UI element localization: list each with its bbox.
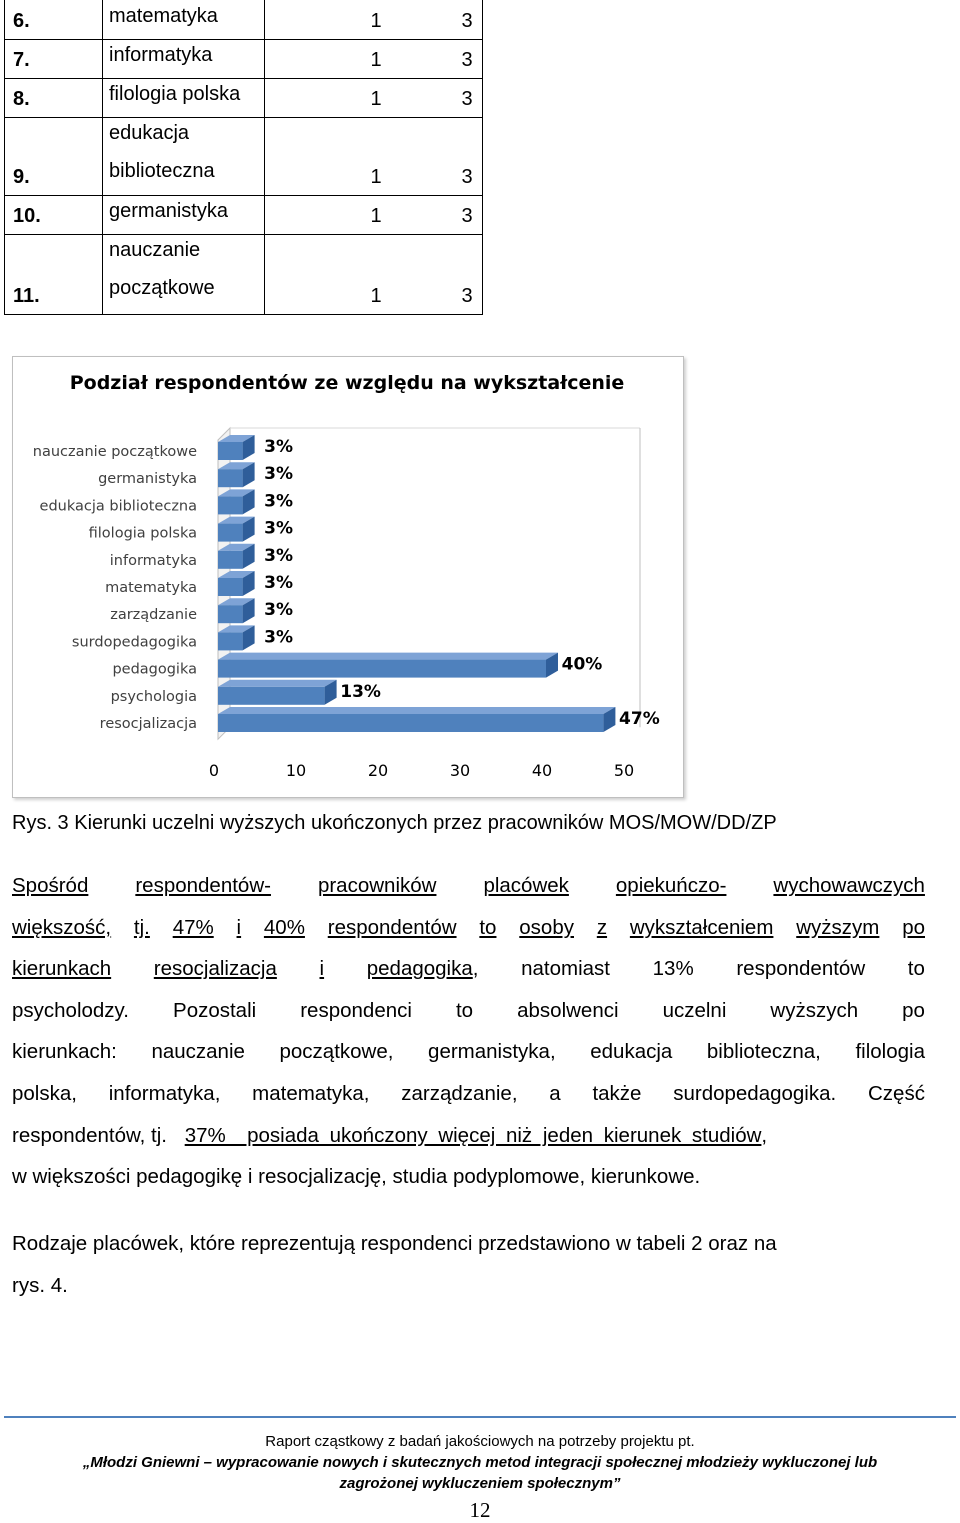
paragraph-word: Spośród <box>12 874 89 897</box>
category-label: pedagogika <box>112 661 197 678</box>
paragraph-word: tj. <box>133 916 150 939</box>
table-row-divider <box>5 78 482 79</box>
table-cell-value: 1 <box>370 205 382 227</box>
paragraph-word: uczelni <box>662 999 727 1022</box>
table-cell-number: 11. <box>13 285 40 307</box>
table-cell-course: filologia polska <box>109 83 241 105</box>
paragraph-word: pracowników <box>317 874 437 897</box>
paragraph-word: osoby <box>519 916 574 939</box>
bar <box>218 496 243 514</box>
table-cell-value: 3 <box>461 166 473 188</box>
paragraph-word: psycholodzy. <box>12 999 129 1022</box>
paragraph-word: resocjalizacja <box>153 957 277 980</box>
table-column-divider <box>102 0 103 314</box>
data-label: 13% <box>340 681 381 702</box>
paragraph2-text: Rodzaje placówek, które reprezentują respondenci przedstawiono w tabeli 2 oraz na <box>12 1232 777 1255</box>
paragraph-word: respondentów <box>736 957 866 980</box>
paragraph-word: informatyka, <box>108 1082 221 1105</box>
paragraph-word: surdopedagogika. <box>673 1082 837 1105</box>
paragraph-word: polska, <box>12 1082 77 1105</box>
paragraph-word: absolwenci <box>517 999 619 1022</box>
data-label: 3% <box>264 627 294 648</box>
bar <box>218 660 546 678</box>
category-label: nauczanie początkowe <box>32 444 197 460</box>
category-label: psychologia <box>110 688 197 705</box>
paragraph-word: matematyka, <box>252 1082 370 1105</box>
table-cell-value: 3 <box>461 205 473 227</box>
paragraph-word: to <box>479 916 497 939</box>
bar-top-face <box>218 653 558 660</box>
page-number: 12 <box>469 1498 491 1522</box>
x-tick-label: 40 <box>531 761 553 780</box>
bar-top-face <box>218 680 337 687</box>
paragraph-line <box>12 916 925 940</box>
bar-top-face <box>218 707 615 714</box>
paragraph-word: placówek <box>483 874 569 897</box>
table-cell-value: 1 <box>370 166 382 188</box>
category-label: germanistyka <box>98 471 197 488</box>
table-cell-course: informatyka <box>109 44 213 66</box>
data-label: 40% <box>561 654 603 675</box>
category-label: filologia polska <box>88 525 197 542</box>
footer-report-title: Raport cząstkowy z badań jakościowych na potrzeby projektu pt. <box>265 1433 695 1450</box>
x-tick-label: 10 <box>285 761 307 780</box>
table-row-divider <box>5 39 482 40</box>
paragraph-word: i <box>236 916 242 939</box>
bar <box>218 632 243 650</box>
category-label: informatyka <box>109 552 197 569</box>
table-cell-value: 3 <box>461 10 473 32</box>
paragraph-word: natomiast <box>521 957 610 980</box>
table-cell-value: 3 <box>461 285 473 307</box>
paragraph-word: 40% <box>263 916 305 939</box>
table-cell-value: 3 <box>461 88 473 110</box>
paragraph-word: respondentów- <box>135 874 271 897</box>
category-label: zarządzanie <box>110 607 197 624</box>
bar <box>218 551 243 569</box>
table-row-divider <box>5 234 482 235</box>
paragraph-line <box>12 1165 925 1189</box>
paragraph-word: germanistyka, <box>428 1040 556 1063</box>
paragraph-word: po <box>902 999 925 1022</box>
x-tick-label: 30 <box>449 761 471 780</box>
paragraph-line <box>12 874 925 898</box>
chart-title: Podział respondentów ze względu na wykształcenie <box>69 372 625 394</box>
bar <box>218 442 243 460</box>
table-cell-number: 6. <box>13 10 30 32</box>
table-row-divider <box>5 117 482 118</box>
table-cell-course: początkowe <box>109 277 215 299</box>
paragraph-word: pedagogika, <box>366 957 479 980</box>
table-column-divider <box>264 0 265 314</box>
table-row-divider <box>5 195 482 196</box>
paragraph-word: respondentów <box>327 916 457 939</box>
bar <box>218 578 243 596</box>
paragraph-word: początkowe, <box>279 1040 394 1063</box>
paragraph-word: kierunkach: <box>12 1040 117 1063</box>
paragraph-line <box>12 1082 925 1106</box>
paragraph-text: 37% posiada ukończony więcej niż jeden kierunek studiów <box>184 1124 762 1147</box>
category-label: surdopedagogika <box>71 634 197 651</box>
data-label: 3% <box>264 545 294 566</box>
category-label: matematyka <box>105 580 197 596</box>
paragraph-word: kierunkach <box>12 957 112 980</box>
paragraph-line <box>12 1040 925 1064</box>
paragraph2-line <box>12 1232 925 1256</box>
paragraph-word: respondenci <box>300 999 412 1022</box>
category-label: edukacja biblioteczna <box>39 498 197 515</box>
courses-table <box>4 0 483 315</box>
x-tick-label: 0 <box>208 761 220 780</box>
table-cell-course: nauczanie <box>109 239 201 261</box>
paragraph2-text: rys. 4. <box>12 1274 68 1297</box>
paragraph-word: 13% <box>652 957 694 980</box>
paragraph-line <box>12 957 925 981</box>
paragraph-word: filologia <box>855 1040 925 1063</box>
bar <box>218 687 325 705</box>
table-cell-course: edukacja <box>109 122 190 144</box>
paragraph-word: wyższych <box>770 999 859 1022</box>
x-tick-label: 20 <box>367 761 389 780</box>
paragraph-word: 47% <box>172 916 214 939</box>
paragraph-word: Pozostali <box>173 999 257 1022</box>
paragraph-line <box>12 999 925 1023</box>
paragraph-word: po <box>902 916 925 939</box>
table-cell-number: 8. <box>13 88 30 110</box>
paragraph-word: biblioteczna, <box>706 1040 821 1063</box>
paragraph-word: wychowawczych <box>773 874 925 897</box>
paragraph-word: większość, <box>12 916 112 939</box>
bar <box>218 524 243 542</box>
paragraph-word: zarządzanie, <box>401 1082 518 1105</box>
data-label: 3% <box>264 518 294 539</box>
paragraph-word: z <box>596 916 608 939</box>
data-label: 3% <box>264 464 294 485</box>
paragraph-text: , <box>761 1124 768 1147</box>
paragraph-word: , <box>472 957 479 980</box>
paragraph-text: respondentów, tj. <box>12 1124 173 1147</box>
table-cell-number: 7. <box>13 49 30 71</box>
bar <box>218 469 243 487</box>
paragraph2-line <box>12 1274 925 1298</box>
table-cell-course: germanistyka <box>109 200 228 222</box>
paragraph-word: to <box>455 999 474 1022</box>
table-cell-course: biblioteczna <box>109 160 215 182</box>
table-cell-value: 1 <box>370 285 382 307</box>
paragraph-line <box>12 1124 925 1148</box>
paragraph-word: także <box>592 1082 642 1105</box>
paragraph-word: to <box>907 957 925 980</box>
paragraph-text: w większości pedagogikę i resocjalizację, studia podyplomowe, kierunkowe. <box>12 1165 701 1188</box>
table-cell-course: matematyka <box>109 5 218 27</box>
paragraph-word: a <box>549 1082 561 1105</box>
table-cell-value: 3 <box>461 49 473 71</box>
footer-project-title: „Młodzi Gniewni – wypracowanie nowych i skutecznych metod integracji społecznej młodzieży wykluczonej lub <box>82 1454 878 1471</box>
paragraph-word: Część <box>867 1082 925 1105</box>
data-label: 3% <box>264 573 294 593</box>
table-cell-number: 9. <box>13 166 30 188</box>
paragraph-word: wykształceniem <box>629 916 774 939</box>
footer-project-title-cont: zagrożonej wykluczeniem społecznym” <box>339 1475 621 1492</box>
data-label: 3% <box>264 437 294 457</box>
figure-caption: Rys. 3 Kierunki uczelni wyższych ukończonych przez pracowników MOS/MOW/DD/ZP <box>12 812 777 834</box>
data-label: 3% <box>264 491 294 512</box>
bar <box>218 605 243 623</box>
category-label: resocjalizacja <box>99 716 197 732</box>
table-cell-value: 1 <box>370 88 382 110</box>
table-cell-value: 1 <box>370 10 382 32</box>
x-tick-label: 50 <box>613 761 635 780</box>
footer-rule <box>4 1416 956 1418</box>
paragraph-word: i <box>319 957 325 980</box>
education-bar-chart <box>0 420 700 800</box>
paragraph-word: nauczanie <box>151 1040 245 1063</box>
paragraph-word: edukacja <box>590 1040 673 1063</box>
data-label: 3% <box>264 600 294 621</box>
data-label: 47% <box>619 709 660 729</box>
paragraph-word: opiekuńczo- <box>615 874 727 897</box>
bar <box>218 714 603 732</box>
paragraph-word: wyższym <box>796 916 880 939</box>
table-cell-number: 10. <box>13 205 41 227</box>
table-cell-value: 1 <box>370 49 382 71</box>
